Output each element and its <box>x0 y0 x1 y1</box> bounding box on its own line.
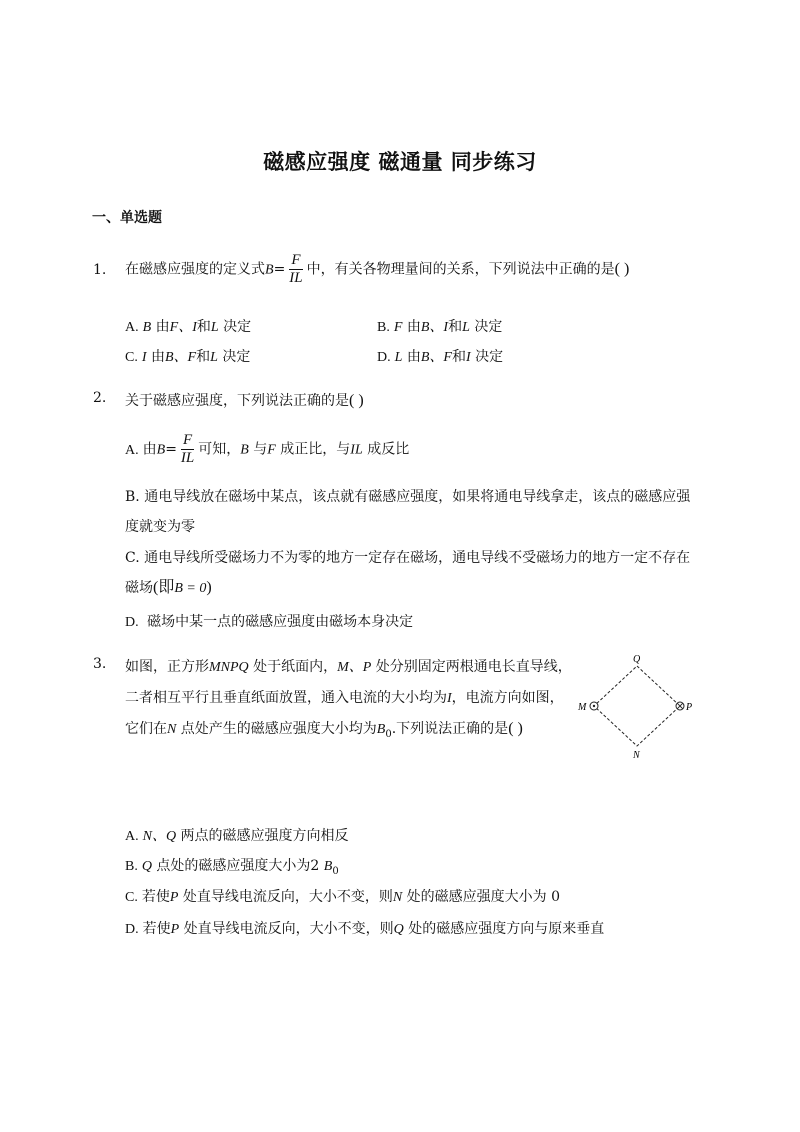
option-letter: D. <box>125 922 139 937</box>
option-text: 若使 <box>141 889 170 905</box>
option-text: 由 <box>406 349 421 365</box>
option-text: ) <box>206 579 212 596</box>
option-letter: C. <box>125 550 140 566</box>
answer-paren: ( ) <box>508 720 523 737</box>
option-text: 通电导线所受磁场力不为零的地方一定存在磁场，通电导线不受磁场力的地方一定不存在磁场 <box>125 550 691 596</box>
option-text: 由 <box>155 319 170 335</box>
option-var: N <box>167 722 177 737</box>
question-text-part: 在磁感应强度的定义式 <box>125 261 265 278</box>
option-letter: C. <box>125 350 138 365</box>
formula-fraction <box>287 252 304 287</box>
option-text: 由 <box>142 441 157 458</box>
option-var: N、Q <box>142 829 177 844</box>
question-text-line-2 <box>125 687 564 707</box>
option-d <box>125 918 604 938</box>
page-title: 磁感应强度 磁通量 同步练习 <box>263 150 537 174</box>
option-text: 和 <box>448 319 463 335</box>
option-var: L <box>210 350 218 365</box>
question-text-part: 处分别固定两根通电长直导线， <box>375 659 572 675</box>
label-m: M <box>578 702 587 713</box>
option-c <box>125 346 250 366</box>
option-text: 处直导线电流反向，大小不变，则 <box>183 921 394 937</box>
option-a: A. 由B= $\frac{F}{IL}$ 可知，B 与F 成正比，与IL 成反比 <box>125 432 410 466</box>
option-text: 决定 <box>222 349 251 365</box>
option-var: B、F <box>164 350 197 365</box>
question-text-part: 关于磁感应强度，下列说法正确的是 <box>125 393 349 409</box>
formula-var: B <box>265 262 274 278</box>
option-letter: A. <box>125 829 139 844</box>
option-text: 磁场中某一点的磁感应强度由磁场本身决定 <box>147 614 414 630</box>
option-var: N <box>392 890 403 905</box>
option-text: 处直导线电流反向，大小不变，则 <box>182 889 393 905</box>
option-var: P <box>169 890 179 905</box>
option-value: 2 <box>310 858 320 874</box>
square-wire-diagram <box>574 650 700 762</box>
formula-var: B = 0 <box>174 581 207 596</box>
option-text: 通电导线放在磁场中某点，该点就有磁感应强度，如果将通电导线拿走，该点的磁感应强度就变为零 <box>125 489 691 535</box>
option-var: F <box>393 320 403 335</box>
question-text-line-1 <box>125 656 572 676</box>
option-text: 两点的磁感应强度方向相反 <box>180 828 349 844</box>
option-text: 和 <box>451 349 466 365</box>
option-b <box>125 855 339 877</box>
current-out-dot <box>593 705 595 707</box>
option-var: I <box>447 691 452 706</box>
section-heading: 一、单选题 <box>92 210 162 226</box>
option-letter: D. <box>125 615 139 630</box>
question-text <box>125 390 364 410</box>
question-text-part: .下列说法正确的是 <box>391 721 509 737</box>
option-d <box>377 346 503 366</box>
answer-paren: ( ) <box>349 392 364 409</box>
question-text-part: ，电流方向如图， <box>451 690 564 706</box>
option-c <box>125 886 560 906</box>
fraction-denominator: IL <box>289 270 303 286</box>
option-letter: D. <box>377 350 391 365</box>
option-var: M、P <box>337 660 372 675</box>
question-text-part: 二者相互平行且垂直纸面放置，通入电流的大小均为 <box>125 690 447 706</box>
option-text: 可知， <box>198 441 241 458</box>
label-p: P <box>686 702 693 713</box>
option-letter: B. <box>125 489 140 505</box>
question-text-part: 它们在 <box>125 721 167 737</box>
option-letter: A. <box>125 442 139 458</box>
option-text: 点处的磁感应强度大小为 <box>156 858 311 874</box>
option-letter: A. <box>125 320 139 335</box>
option-text: 决定 <box>474 319 503 335</box>
question-text-part: 中，有关各物理量间的关系，下列说法中正确的是 <box>306 261 615 278</box>
question-text-line-3 <box>125 718 523 740</box>
question-text-part: 如图，正方形 <box>125 659 209 675</box>
subscript: 0 <box>385 728 392 740</box>
option-a <box>125 825 349 845</box>
option-value: 0 <box>551 889 561 905</box>
option-text: 成正比，与 <box>280 441 351 458</box>
formula-var: B <box>156 442 166 458</box>
option-var: Q <box>141 859 152 874</box>
option-var: L <box>394 350 403 365</box>
option-text: 和 <box>196 349 211 365</box>
fraction-numerator: F <box>291 252 301 268</box>
subscript: 0 <box>332 865 339 877</box>
label-q: Q <box>633 654 641 665</box>
option-text: 处的磁感应强度方向与原来垂直 <box>408 921 605 937</box>
option-text: (即 <box>153 579 175 596</box>
answer-paren: ( ) <box>614 260 630 278</box>
option-var: I <box>141 350 147 365</box>
option-d <box>125 611 413 631</box>
option-var: B、F <box>420 350 452 365</box>
question-number: 2. <box>93 390 107 406</box>
option-c <box>125 543 700 604</box>
option-b <box>377 316 502 336</box>
option-text: 决定 <box>223 319 252 335</box>
question-text-part: 点处产生的磁感应强度大小均为 <box>180 721 377 737</box>
option-text: 和 <box>196 319 211 335</box>
label-n: N <box>633 750 640 761</box>
option-var: MNPQ <box>209 660 249 675</box>
dashed-square <box>594 666 680 746</box>
option-var: I <box>465 350 471 365</box>
option-b <box>125 482 700 542</box>
option-text: 由 <box>406 319 421 335</box>
option-var: L <box>210 320 219 335</box>
option-text: 与 <box>253 441 268 458</box>
option-var: B <box>240 442 249 458</box>
option-var: Q <box>393 922 404 937</box>
option-var: L <box>462 320 470 335</box>
option-var: B <box>142 320 152 335</box>
question-number: 3. <box>93 656 107 672</box>
option-var: IL <box>350 442 363 458</box>
option-text: 处的磁感应强度大小为 <box>406 889 547 905</box>
option-var: F、I <box>169 320 197 335</box>
option-letter: C. <box>125 890 138 905</box>
option-letter: B. <box>377 320 390 335</box>
fraction-numerator: F <box>183 432 193 448</box>
option-text: 若使 <box>142 921 171 937</box>
option-text: 成反比 <box>367 441 410 458</box>
formula-fraction <box>179 432 196 467</box>
question-number: 1. <box>93 262 107 278</box>
option-var: F <box>267 442 276 458</box>
question-text: 在磁感应强度的定义式B= $\frac{F}{IL}$ 中，有关各物理量间的关系，下列说法中正确的是( ) <box>125 252 630 286</box>
question-text-part: 处于纸面内， <box>253 659 338 675</box>
option-var: P <box>170 922 180 937</box>
fraction-denominator: IL <box>180 450 195 466</box>
option-letter: B. <box>125 859 138 874</box>
option-text: 决定 <box>475 349 504 365</box>
option-var: B、I <box>420 320 449 335</box>
option-var: B <box>376 722 386 737</box>
option-text: 由 <box>150 349 165 365</box>
option-a <box>125 316 251 336</box>
option-var: B <box>323 859 333 874</box>
